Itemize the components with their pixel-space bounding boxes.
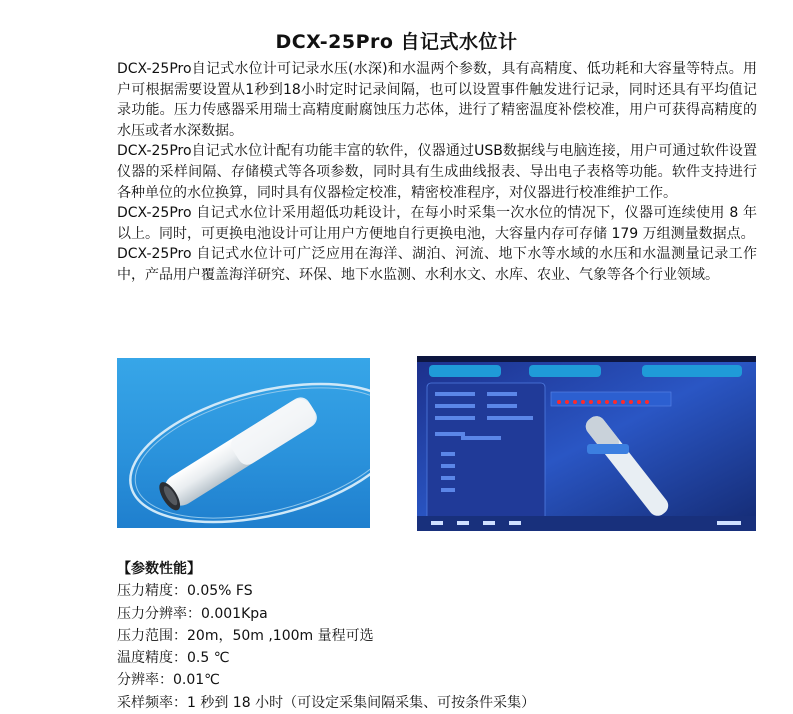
paragraph-1: DCX-25Pro自记式水位计可记录水压(水深)和水温两个参数，具有高精度、低功耗和大容量等特点。用户可根据需要设置从1秒到18小时定时记录间隔，也可以设置事件触发进行记录，同时还具有平均值记录功能。压力传感器采用瑞士高精度耐腐蚀压力芯体，进行了精密温度补偿校准，用户可获得高精度的水压或者水深数据。 xyxy=(117,61,757,139)
description xyxy=(117,59,757,286)
param-pressure-accuracy: 压力精度：0.05% FS xyxy=(117,583,253,600)
paragraph-3: DCX-25Pro 自记式水位计采用超低功耗设计，在每小时采集一次水位的情况下，仪器可连续使用 8 年以上。同时，可更换电池设计可让用户方便地自行更换电池，大容量内存可存储 179 万组测量数据点。 xyxy=(117,205,757,242)
page-title: DCX-25Pro 自记式水位计 xyxy=(275,31,518,53)
parameters-heading: 【参数性能】 xyxy=(117,561,201,577)
software-ui-illustration xyxy=(417,356,756,531)
software-screenshot xyxy=(417,356,756,531)
param-temperature-accuracy: 温度精度：0.5 ℃ xyxy=(117,650,230,667)
paragraph-2: DCX-25Pro自记式水位计配有功能丰富的软件，仪器通过USB数据线与电脑连接，用户可通过软件设置仪器的采样间隔、存储模式等各项参数，同时具有生成曲线报表、导出电子表格等功能。软件支持进行各种单位的水位换算，同时具有仪器检定校准，精密校准程序，对仪器进行校准维护工作。 xyxy=(117,143,757,201)
param-pressure-resolution: 压力分辨率：0.001Kpa xyxy=(117,605,268,622)
product-photo xyxy=(117,358,370,528)
param-resolution: 分辨率：0.01℃ xyxy=(117,672,220,689)
parameters-section xyxy=(117,558,757,714)
param-pressure-range: 压力范围：20m，50m ,100m 量程可选 xyxy=(117,627,374,644)
product-photo-illustration xyxy=(117,358,370,528)
paragraph-4: DCX-25Pro 自记式水位计可广泛应用在海洋、湖泊、河流、地下水等水域的水压和水温测量记录工作中，产品用户覆盖海洋研究、环保、地下水监测、水利水文、水库、农业、气象等各个行业领域。 xyxy=(117,246,757,283)
param-sampling-frequency: 采样频率：1 秒到 18 小时（可设定采集间隔采集、可按条件采集） xyxy=(117,694,536,711)
